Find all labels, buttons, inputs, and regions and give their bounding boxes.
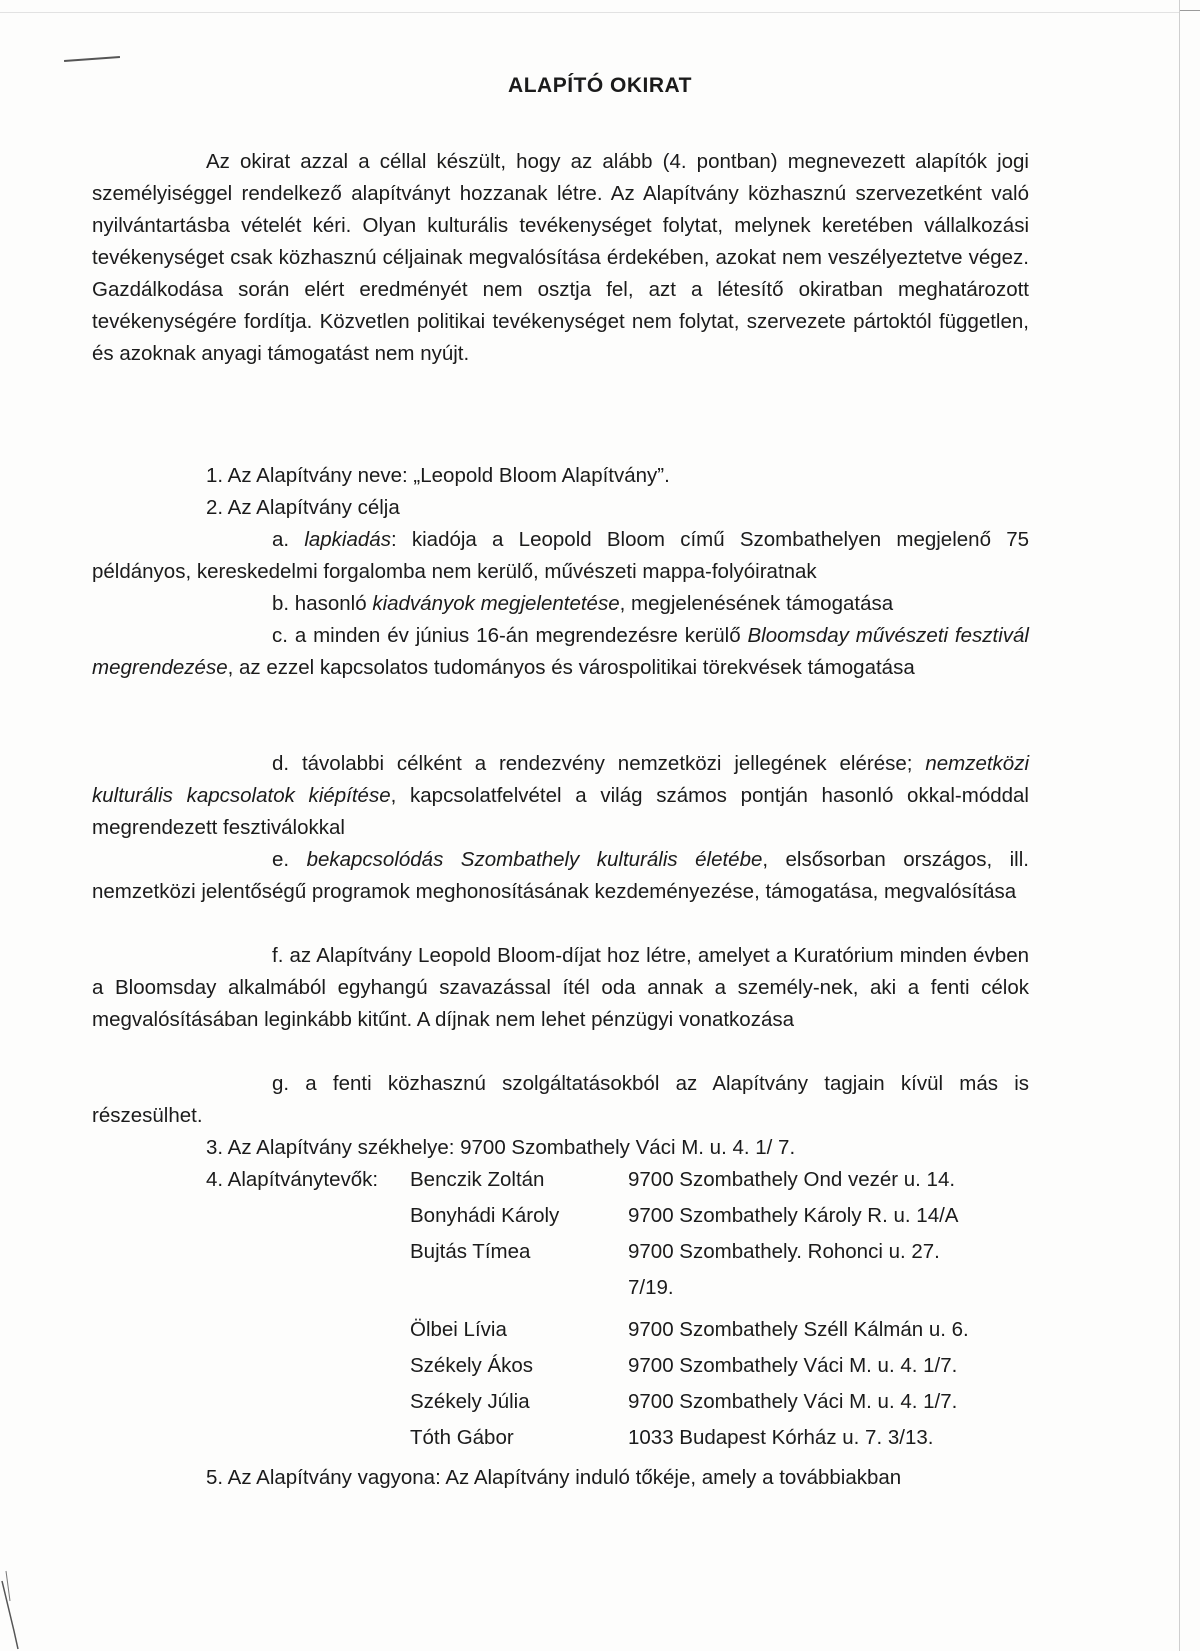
founder-address: 9700 Szombathely Károly R. u. 14/A <box>628 1204 959 1227</box>
goal-f: f. az Alapítvány Leopold Bloom-díjat hoz létre, amelyet a Kuratórium minden évben a Bloomsday alkalmából egyhangú szavazással ítél oda annak a személy-nek, aki a fenti célok megvalósításában leginkább kitűnt. A díjnak nem lehet pénzügyi vonatkozása <box>92 944 1029 1031</box>
founder-address: 9700 Szombathely Váci M. u. 4. 1/7. <box>628 1354 958 1377</box>
scan-edge-top <box>0 12 1180 13</box>
margin-pen-mark <box>64 56 120 62</box>
goal-d-prefix: d. távolabbi célként a rendezvény nemzetközi jellegének elérése; <box>272 752 926 775</box>
goal-e-text: , elsősorban országos, ill. nemzetközi jelentőségű programok meghonosításának kezdeményezése, támogatása, megvalósítása <box>92 848 1029 903</box>
founder-address: 9700 Szombathely Széll Kálmán u. 6. <box>628 1318 969 1341</box>
goal-b-prefix: b. hasonló <box>272 592 373 615</box>
point-2-purpose: 2. Az Alapítvány célja <box>206 496 400 519</box>
document-title: ALAPÍTÓ OKIRAT <box>508 74 692 97</box>
goal-d <box>92 748 1029 844</box>
point-4-label: 4. Alapítványtevők: <box>206 1168 379 1191</box>
goal-g: g. a fenti közhasznú szolgáltatásokból az Alapítvány tagjain kívül más is részesülhet. <box>92 1072 1029 1127</box>
founder-address: 9700 Szombathely. Rohonci u. 27. <box>628 1240 940 1263</box>
goal-c-emphasis: Bloomsday művészeti fesztivál megrendezése <box>92 624 1029 679</box>
point-3-seat: 3. Az Alapítvány székhelye: 9700 Szombathely Váci M. u. 4. 1/ 7. <box>206 1136 796 1159</box>
goal-a-text: : kiadója a Leopold Bloom című Szombathelyen megjelenő 75 példányos, kereskedelmi forgalomba nem kerülő, művészeti mappa-folyóiratnak <box>92 528 1029 583</box>
founder-name: Benczik Zoltán <box>410 1168 545 1191</box>
corner-scan-mark <box>0 1561 40 1651</box>
goal-e-emphasis: bekapcsolódás Szombathely kulturális életébe <box>306 848 763 871</box>
founder-name: Bonyhádi Károly <box>410 1204 560 1227</box>
goal-b-text: , megjelenésének támogatása <box>619 592 894 615</box>
founder-address: 9700 Szombathely Váci M. u. 4. 1/7. <box>628 1390 958 1413</box>
goal-a-emphasis: lapkiadás <box>304 528 391 551</box>
goal-b-emphasis: kiadványok megjelentetése <box>372 592 620 615</box>
founder-address: 9700 Szombathely Ond vezér u. 14. <box>628 1168 956 1191</box>
founder-name: Székely Ákos <box>410 1354 534 1377</box>
goal-e <box>92 844 1029 908</box>
point-5-assets: 5. Az Alapítvány vagyona: Az Alapítvány induló tőkéje, amely a továbbiakban <box>206 1466 902 1489</box>
scan-edge-right <box>1179 0 1180 1651</box>
founder-name: Bujtás Tímea <box>410 1240 531 1263</box>
goal-d-text: , kapcsolatfelvétel a világ számos pontján hasonló okkal-móddal megrendezett fesztiválokkal <box>92 784 1029 839</box>
intro-paragraph: Az okirat azzal a céllal készült, hogy az alább (4. pontban) megnevezett alapítók jogi személyiséggel rendelkező alapítványt hozzanak létre. Az Alapítvány közhasznú szervezetként való nyilvántartásba vételét kéri. Olyan kulturális tevékenységet folytat, melynek keretében vállalkozási tevékenységet csak közhasznú céljainak megvalósítása érdekében, azokat nem veszélyeztetve végez. Gazdálkodása során elért eredményét nem osztja fel, azt a létesítő okiratban meghatározott tevékenységére fordítja. Közvetlen politikai tevékenységet nem folytat, szervezete pártoktól független, és azoknak anyagi támogatást nem nyújt. <box>92 150 1029 365</box>
goal-c <box>92 620 1029 684</box>
founder-name: Ölbei Lívia <box>410 1318 507 1341</box>
founder-name: Tóth Gábor <box>410 1426 514 1449</box>
goal-a <box>92 524 1029 588</box>
goal-c-text: , az ezzel kapcsolatos tudományos és várospolitikai törekvések támogatása <box>227 656 915 679</box>
scan-edge-tick <box>1180 10 1200 11</box>
founder-address: 1033 Budapest Kórház u. 7. 3/13. <box>628 1426 934 1449</box>
founder-address: 7/19. <box>628 1276 674 1299</box>
point-1-name: 1. Az Alapítvány neve: „Leopold Bloom Alapítvány”. <box>206 464 670 487</box>
goal-d-emphasis: nemzetközi kulturális kapcsolatok kiépítése <box>92 752 1029 807</box>
founder-name: Székely Júlia <box>410 1390 530 1413</box>
goal-c-prefix: c. a minden év június 16-án megrendezésre kerülő <box>272 624 748 647</box>
goal-e-prefix: e. <box>272 848 307 871</box>
goal-b <box>272 588 893 620</box>
goal-a-prefix: a. <box>272 528 305 551</box>
